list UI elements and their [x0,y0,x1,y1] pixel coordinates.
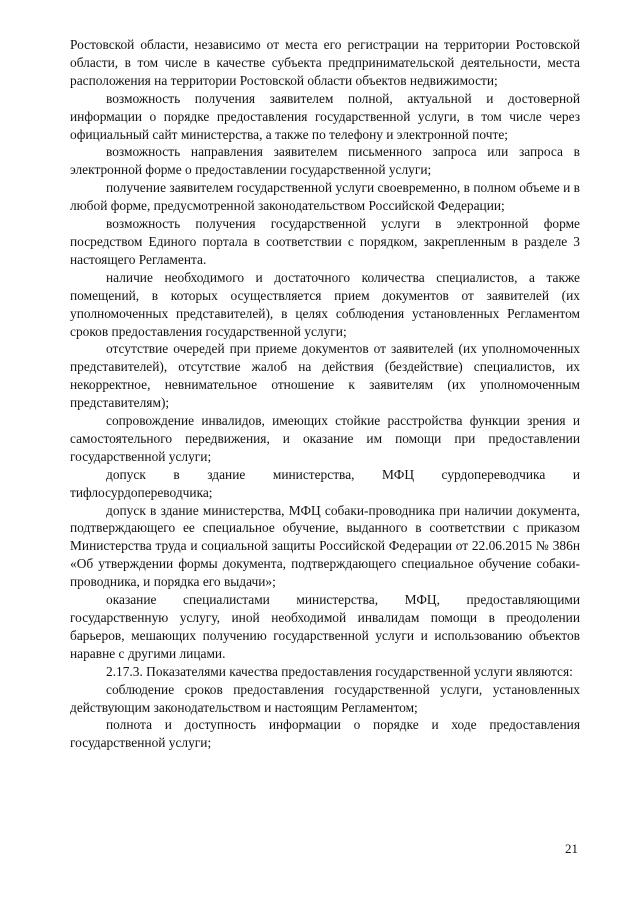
paragraph-8: сопровождение инвалидов, имеющих стойкие расстройства функции зрения и самостоятельного передвижения, и оказание им помощи при предоставлении государственной услуги; [70,413,580,464]
paragraph-12: 2.17.3. Показателями качества предоставления государственной услуги являются: [106,663,573,679]
paragraph-3: возможность направления заявителем письменного запроса или запроса в электронной форме о предоставлении государственной услуги; [70,144,580,178]
paragraph-6: наличие необходимого и достаточного количества специалистов, а также помещений, в которых осуществляется прием документов от заявителей (их уполномоченных представителей), в целях соблюдения установленных Регламентом сроков предоставления государственной услуги; [70,269,580,339]
paragraph-7: отсутствие очередей при приеме документов от заявителей (их уполномоченных представителей), отсутствие жалоб на действия (бездействие) специалистов, их некорректное, невнимательное отношение к заявителям (их уполномоченным представителям); [70,341,580,411]
paragraph-14: полнота и доступность информации о порядке и ходе предоставления государственной услуги; [70,717,580,751]
paragraph-4: получение заявителем государственной услуги своевременно, в полном объеме и в любой форме, предусмотренной законодательством Российской Федерации; [70,180,580,214]
paragraph-9: допуск в здание министерства, МФЦ сурдопереводчика и тифлосурдопереводчика; [70,466,580,500]
paragraph-5: возможность получения государственной услуги в электронной форме посредством Единого портала в соответствии с порядком, закрепленным в разделе 3 настоящего Регламента. [70,216,580,267]
document-page [70,36,580,752]
paragraph-13: соблюдение сроков предоставления государственной услуги, установленных действующим законодательством и настоящим Регламентом; [70,681,580,715]
paragraph-2: возможность получения заявителем полной, актуальной и достоверной информации о порядке предоставления государственной услуги, в том числе через официальный сайт министерства, а также по телефону и электронной почте; [70,90,580,142]
paragraph-10: допуск в здание министерства, МФЦ собаки-проводника при наличии документа, подтверждающего ее специальное обучение, выданного в соответствии с приказом Министерства труда и социальной защиты Российской Федерации от 22.06.2015 № 386н «Об утверждении формы документа, подтверждающего специальное обучение собаки-проводника, и порядка его выдачи»; [70,502,580,590]
page-number: 21 [565,841,578,856]
paragraph-11: оказание специалистами министерства, МФЦ, предоставляющими государственную услугу, иной необходимой инвалидам помощи в преодолении барьеров, мешающих получению государственной услуги и использованию объектов наравне с другими лицами. [70,592,580,661]
paragraph-1: Ростовской области, независимо от места его регистрации на территории Ростовской области, в том числе в качестве субъекта предпринимательской деятельности, места расположения на территории Ростовской области объектов недвижимости; [70,37,580,88]
